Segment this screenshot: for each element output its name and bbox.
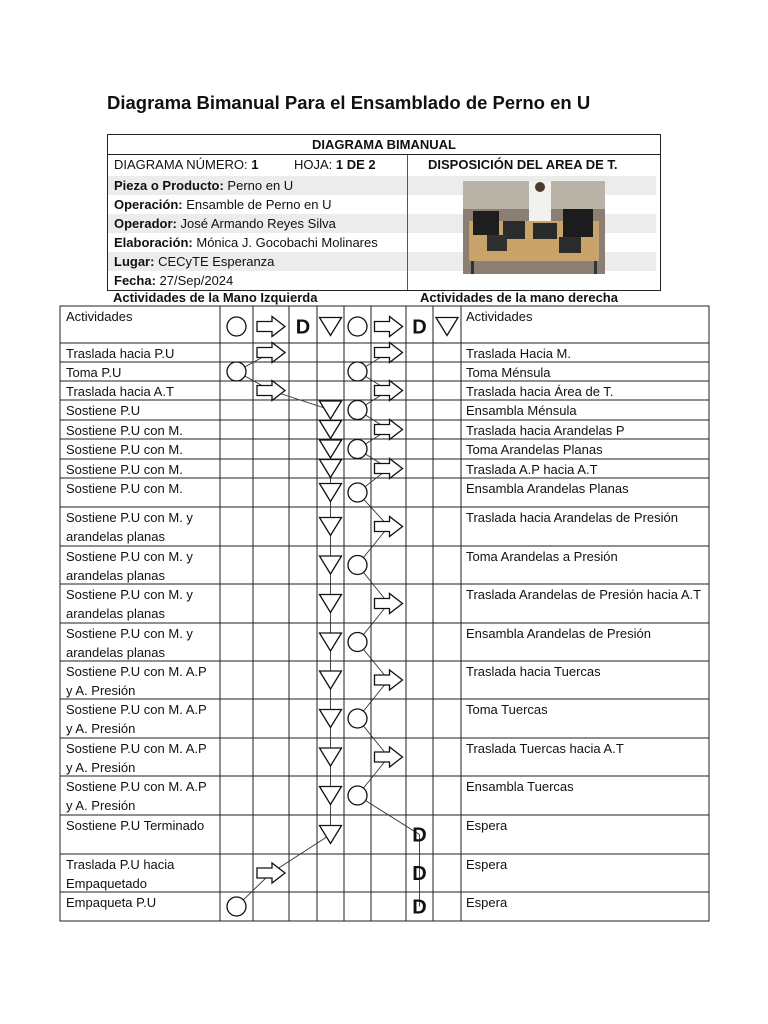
right-operation-symbol: [348, 440, 367, 459]
left-activity-text: Sostiene P.U con M.: [66, 423, 183, 438]
right-transport-symbol: [375, 459, 403, 479]
left-activity-text: Sostiene P.U con M. A.P y A. Presión: [66, 741, 207, 775]
left-activity-text: Sostiene P.U con M.: [66, 462, 183, 477]
right-transport-symbol: [375, 670, 403, 690]
field-product: [108, 176, 407, 195]
right-activity-text: Ensambla Arandelas de Presión: [466, 626, 652, 641]
field-value: José Armando Reyes Silva: [180, 216, 336, 231]
field-elaboration: [108, 233, 407, 252]
layout-title: DISPOSICIÓN DEL AREA DE T.: [428, 157, 618, 172]
left-activity-text: Sostiene P.U con M. A.P y A. Presión: [66, 702, 207, 736]
field-label: Fecha:: [114, 273, 156, 288]
header-banner: DIAGRAMA BIMANUAL: [108, 135, 660, 155]
right-hand-flow-line: [358, 353, 420, 907]
left-hold-symbol: [320, 484, 342, 502]
right-delay-symbol: D: [412, 863, 427, 885]
right-transport-symbol: [375, 747, 403, 767]
field-value: Ensamble de Perno en U: [186, 197, 332, 212]
right-activity-text: Toma Ménsula: [466, 365, 551, 380]
left-activity-text: Sostiene P.U con M. y arandelas planas: [66, 626, 193, 660]
left-hand-heading: Actividades de la Mano Izquierda: [113, 290, 318, 305]
left-activity-text: Sostiene P.U con M. y arandelas planas: [66, 510, 193, 544]
left-activity-text: Sostiene P.U con M. A.P y A. Presión: [66, 779, 207, 813]
left-activity-text: Sostiene P.U Terminado: [66, 818, 205, 833]
header-left-hold-symbol: [320, 318, 342, 336]
left-hold-symbol: [320, 826, 342, 844]
left-activity-text: Sostiene P.U con M.: [66, 481, 183, 496]
header-block: [107, 134, 661, 291]
left-activity-text: Empaqueta P.U: [66, 895, 157, 910]
right-operation-symbol: [348, 556, 367, 575]
left-hold-symbol: [320, 595, 342, 613]
header-left-transport-symbol: [257, 317, 285, 337]
right-activity-text: Traslada hacia Arandelas de Presión: [466, 510, 678, 525]
diagram-number-label: DIAGRAMA NÚMERO:: [114, 157, 248, 172]
right-activity-text: Traslada Tuercas hacia A.T: [466, 741, 624, 756]
right-operation-symbol: [348, 362, 367, 381]
left-hold-symbol: [320, 460, 342, 478]
right-activity-text: Espera: [466, 895, 508, 910]
field-label: Operación:: [114, 197, 183, 212]
left-hold-symbol: [320, 440, 342, 458]
col-header-left: Actividades: [66, 309, 133, 324]
field-value: CECyTE Esperanza: [158, 254, 275, 269]
field-label: Elaboración:: [114, 235, 193, 250]
left-hold-symbol: [320, 401, 342, 419]
right-activity-text: Ensambla Arandelas Planas: [466, 481, 629, 496]
header-right-transport-symbol: [375, 317, 403, 337]
left-transport-symbol: [257, 381, 285, 401]
left-activity-text: Toma P.U: [66, 365, 122, 380]
right-activity-text: Traslada hacia Tuercas: [466, 664, 601, 679]
right-activity-text: Espera: [466, 857, 508, 872]
left-hold-symbol: [320, 710, 342, 728]
header-body: [108, 155, 660, 290]
left-activity-text: Sostiene P.U con M. y arandelas planas: [66, 587, 193, 621]
left-activity-text: Traslada hacia A.T: [66, 384, 174, 399]
right-activity-text: Toma Arandelas a Presión: [466, 549, 618, 564]
diagram-number-value: 1: [251, 157, 259, 172]
left-operation-symbol: [227, 897, 246, 916]
sheet-info: [294, 155, 376, 174]
sheet-value: 1 DE 2: [335, 157, 376, 172]
left-hold-symbol: [320, 671, 342, 689]
right-delay-symbol: D: [412, 896, 427, 919]
right-transport-symbol: [375, 343, 403, 363]
field-place: [108, 252, 407, 271]
diagram-number-row: [108, 155, 656, 174]
right-activity-text: Traslada hacia Arandelas P: [466, 423, 625, 438]
field-value: 27/Sep/2024: [159, 273, 234, 288]
right-activity-text: Traslada Hacia M.: [466, 346, 571, 361]
left-hold-symbol: [320, 787, 342, 805]
header-left-delay-symbol: D: [295, 316, 311, 339]
right-transport-symbol: [375, 381, 403, 401]
right-activity-text: Traslada Arandelas de Presión hacia A.T: [466, 587, 702, 602]
left-hold-symbol: [320, 556, 342, 574]
field-label: Lugar:: [114, 254, 155, 269]
left-activity-text: Sostiene P.U con M. y arandelas planas: [66, 549, 193, 583]
right-activity-text: Traslada A.P hacia A.T: [466, 462, 598, 477]
left-activity-text: Sostiene P.U: [66, 403, 141, 418]
left-activity-text: Sostiene P.U con M.: [66, 442, 183, 457]
right-delay-symbol: D: [412, 824, 427, 847]
left-transport-symbol: [257, 343, 285, 363]
right-transport-symbol: [375, 517, 403, 537]
field-operation: [108, 195, 407, 214]
left-hold-symbol: [320, 421, 342, 439]
left-operation-symbol: [227, 362, 246, 381]
page-title: Diagrama Bimanual Para el Ensamblado de Perno en U: [107, 92, 591, 113]
right-activity-text: Toma Arandelas Planas: [466, 442, 603, 457]
left-activity-text: Traslada hacia P.U: [66, 346, 175, 361]
right-activity-text: Ensambla Tuercas: [466, 779, 574, 794]
field-operator: [108, 214, 407, 233]
field-label: Pieza o Producto:: [114, 178, 224, 193]
left-transport-symbol: [257, 863, 285, 883]
field-label: Operador:: [114, 216, 177, 231]
left-hold-symbol: [320, 518, 342, 536]
right-activity-text: Ensambla Ménsula: [466, 403, 577, 418]
left-hold-symbol: [320, 748, 342, 766]
header-left-operation-symbol: [227, 317, 246, 336]
right-hand-heading: Actividades de la mano derecha: [420, 290, 618, 305]
right-activity-text: Espera: [466, 818, 508, 833]
right-operation-symbol: [348, 401, 367, 420]
header-right-operation-symbol: [348, 317, 367, 336]
header-right-delay-symbol: D: [412, 316, 427, 339]
left-activity-text: Sostiene P.U con M. A.P y A. Presión: [66, 664, 207, 698]
right-operation-symbol: [348, 709, 367, 728]
header-right-hold-symbol: [436, 318, 458, 336]
left-hold-symbol: [320, 633, 342, 651]
field-value: Perno en U: [227, 178, 294, 193]
right-transport-symbol: [375, 420, 403, 440]
left-hand-flow-line: [237, 353, 331, 907]
field-date: [108, 271, 407, 290]
right-operation-symbol: [348, 633, 367, 652]
sheet-label: HOJA:: [294, 157, 333, 172]
right-activity-text: Toma Tuercas: [466, 702, 548, 717]
right-activity-text: Traslada hacia Área de T.: [466, 384, 614, 399]
field-value: Mónica J. Gocobachi Molinares: [196, 235, 378, 250]
workspace-photo: [463, 181, 605, 274]
left-activity-text: Traslada P.U hacia Empaquetado: [66, 857, 175, 891]
col-header-right: Actividades: [466, 309, 533, 324]
right-operation-symbol: [348, 483, 367, 502]
right-operation-symbol: [348, 786, 367, 805]
right-transport-symbol: [375, 594, 403, 614]
